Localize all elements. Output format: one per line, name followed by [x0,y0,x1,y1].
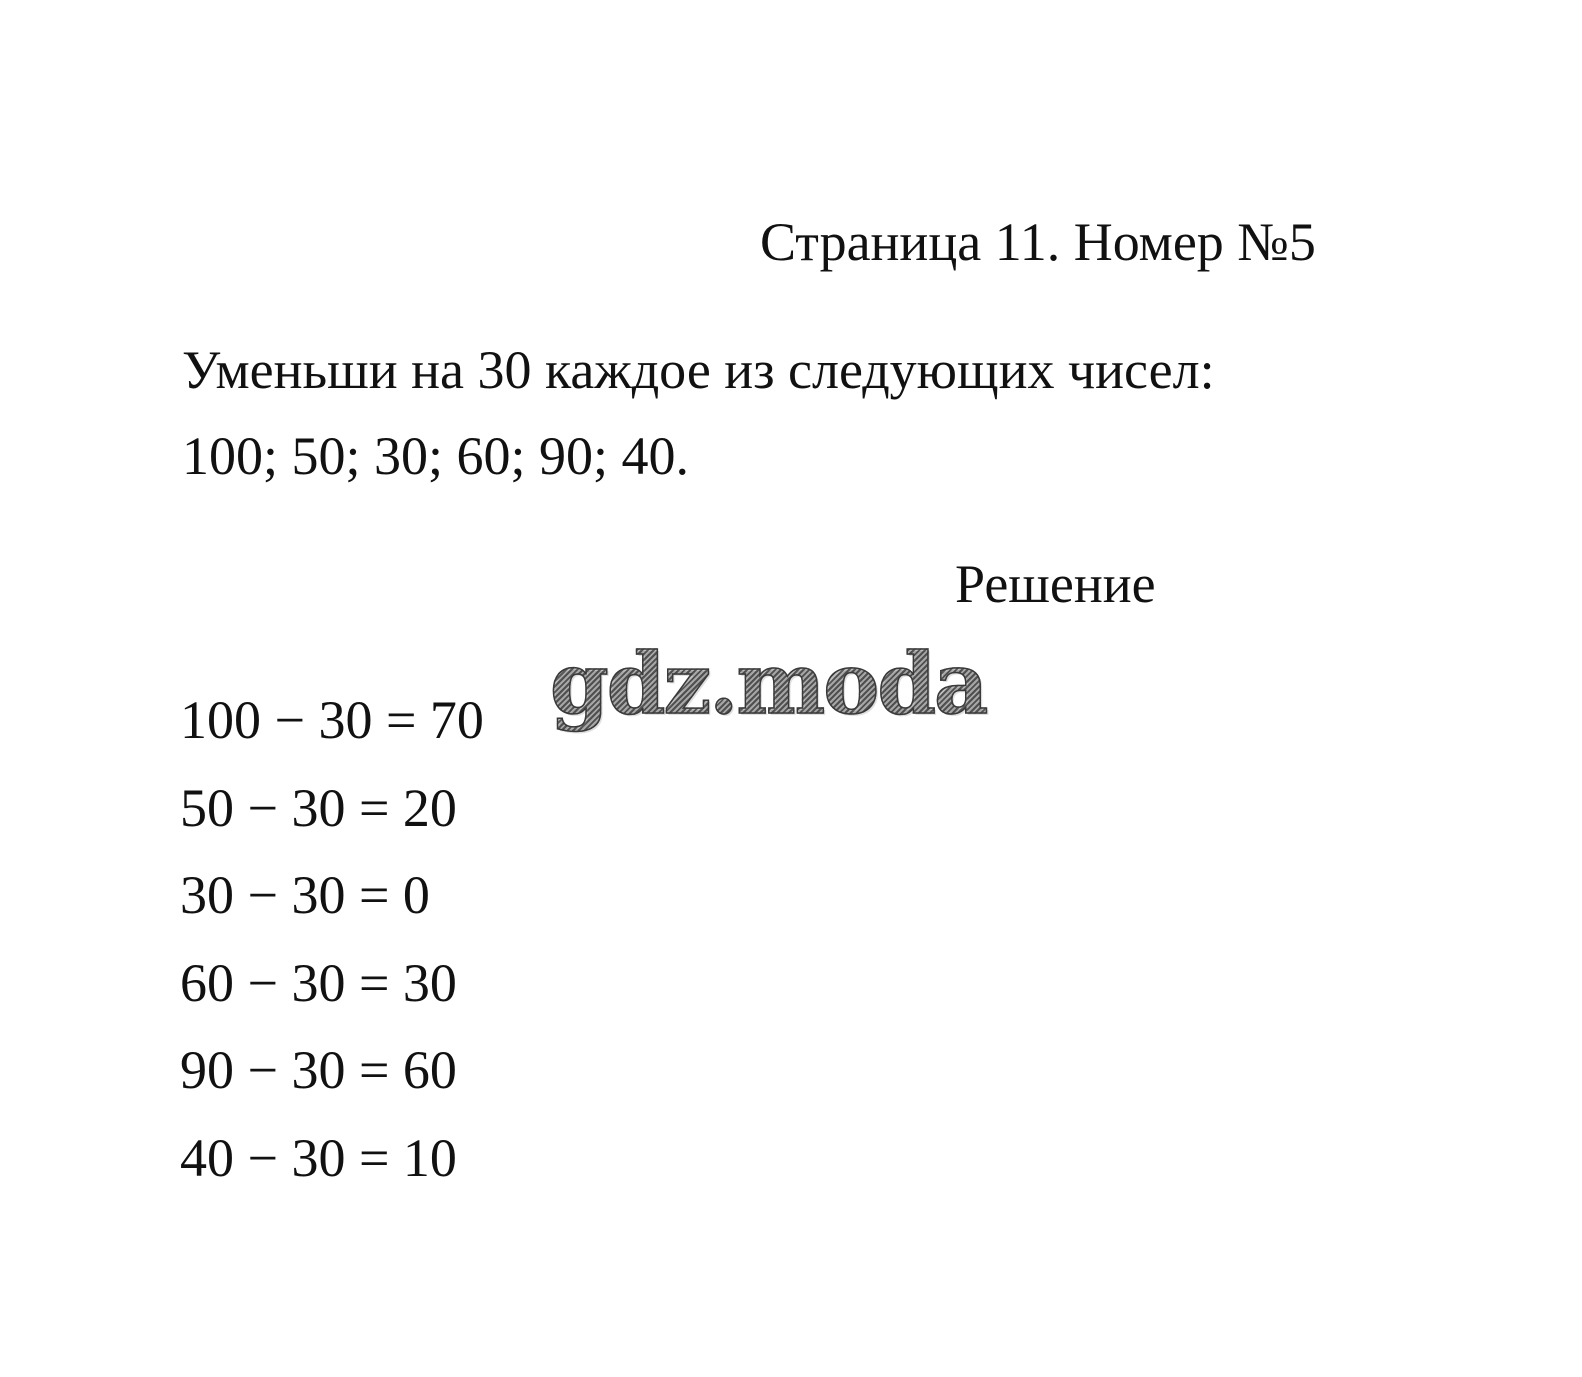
equation-item: 90 − 30 = 60 [180,1040,457,1100]
page-title: Страница 11. Номер №5 [760,212,1316,272]
watermark-logo: gdz.moda [550,634,987,733]
equation-list [180,677,484,1202]
task-text-line-1: Уменьши на 30 каждое из следующих чисел: [182,340,1215,400]
solution-heading: Решение [955,554,1156,614]
equation-item: 60 − 30 = 30 [180,952,457,1013]
task-numbers-line: 100; 50; 30; 60; 90; 40. [182,426,690,486]
equation-item: 50 − 30 = 20 [180,777,457,838]
equation-item: 30 − 30 = 0 [180,865,430,925]
equation-item: 100 − 30 = 70 [180,690,484,750]
equation-item: 40 − 30 = 10 [180,1127,457,1188]
